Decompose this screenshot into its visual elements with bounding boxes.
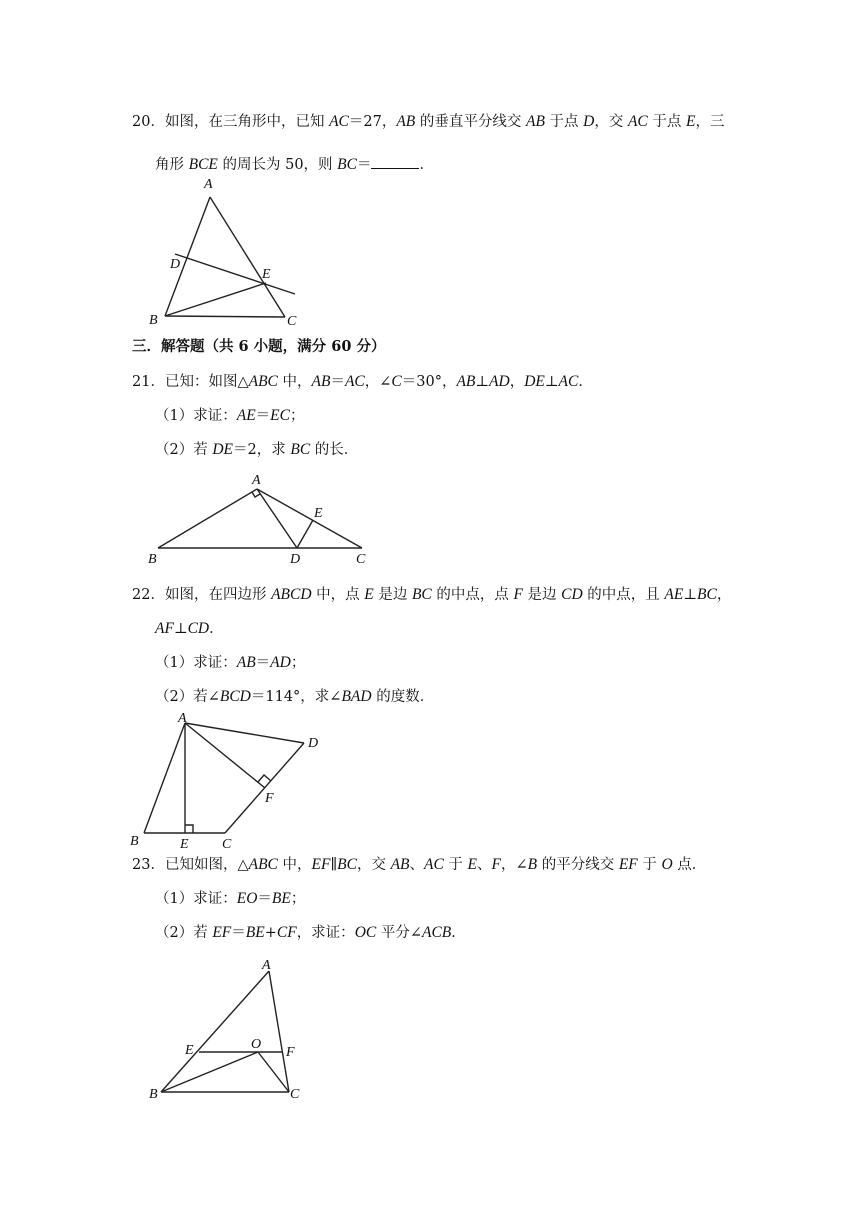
segment-bo [161, 1052, 258, 1092]
q22-line2: AF⊥CD． [155, 620, 224, 637]
label-a: A [204, 177, 213, 192]
answer-blank [371, 153, 419, 169]
label-f: F [265, 791, 274, 806]
q21-part1: （1）求证：AE＝EC； [155, 407, 305, 424]
edge-bc [165, 316, 285, 317]
label-b: B [130, 834, 139, 849]
label-e: E [262, 267, 271, 282]
q23-part1: （1）求证：EO＝BE； [155, 890, 306, 907]
q20-figure [140, 170, 310, 335]
edge-ac [269, 971, 289, 1092]
q22-part1: （1）求证：AB＝AD； [155, 654, 306, 671]
q21-figure [140, 470, 380, 570]
q22-line1: 22．如图，在四边形 ABCD 中，点 E 是边 BC 的中点，点 F 是边 CD 的中点，且 AE⊥BC， [132, 586, 732, 603]
q20-number: 20． [132, 114, 165, 130]
q21-number: 21． [132, 374, 165, 390]
q20-line2: 角形 BCE 的周长为 50，则 BC＝ ． [155, 153, 434, 175]
label-e: E [314, 506, 323, 521]
label-c: C [356, 552, 366, 567]
edge-ac [257, 489, 362, 548]
label-d: D [308, 736, 319, 751]
q22-figure [125, 705, 335, 855]
label-e: E [185, 1043, 194, 1058]
q23-line1: 23．已知如图，△ABC 中，EF∥BC，交 AB、AC 于 E、F，∠B 的平分线交 EF 于 O 点． [132, 856, 707, 873]
label-f: F [286, 1045, 295, 1060]
label-e: E [180, 837, 189, 852]
label-a: A [262, 958, 271, 973]
label-a: A [252, 473, 261, 488]
q21-part2: （2）若 DE＝2，求 BC 的长． [155, 441, 359, 458]
label-d: D [290, 552, 301, 567]
right-angle-mark-e [185, 825, 193, 833]
label-o: O [251, 1037, 262, 1052]
label-a: A [178, 711, 187, 726]
label-b: B [148, 552, 157, 567]
section-heading: 三．解答题（共 6 小题，满分 60 分） [132, 338, 386, 355]
label-c: C [290, 1087, 300, 1102]
q23-number: 23． [132, 857, 165, 873]
label-b: B [149, 313, 158, 328]
perpendicular-bisector [175, 254, 295, 294]
edge-ac [210, 197, 285, 317]
edge-ad [185, 723, 304, 743]
label-d: D [170, 257, 181, 272]
right-angle-mark-f [258, 775, 271, 782]
q23-part2: （2）若 EF＝BE+CF，求证：OC 平分∠ACB． [155, 924, 466, 941]
edge-ab [144, 723, 185, 833]
edge-de [297, 520, 313, 548]
q22-number: 22． [132, 587, 165, 603]
label-b: B [149, 1087, 158, 1102]
q20-line1: 20．如图，在三角形中，已知 AC＝27，AB 的垂直平分线交 AB 于点 D，交 AC 于点 E，三 [132, 113, 725, 130]
label-c: C [287, 314, 297, 329]
edge-be [165, 283, 266, 316]
edge-af [185, 723, 265, 788]
edge-ad [257, 489, 297, 548]
edge-ab [158, 489, 257, 548]
q23-figure [145, 955, 315, 1105]
label-c: C [222, 837, 232, 852]
q21-line1: 21．已知：如图△ABC 中，AB＝AC，∠C＝30°，AB⊥AD，DE⊥AC． [132, 373, 593, 390]
edge-ab [161, 971, 269, 1092]
segment-oc [258, 1052, 289, 1092]
q22-part2: （2）若∠BCD＝114°，求∠BAD 的度数． [155, 688, 435, 705]
